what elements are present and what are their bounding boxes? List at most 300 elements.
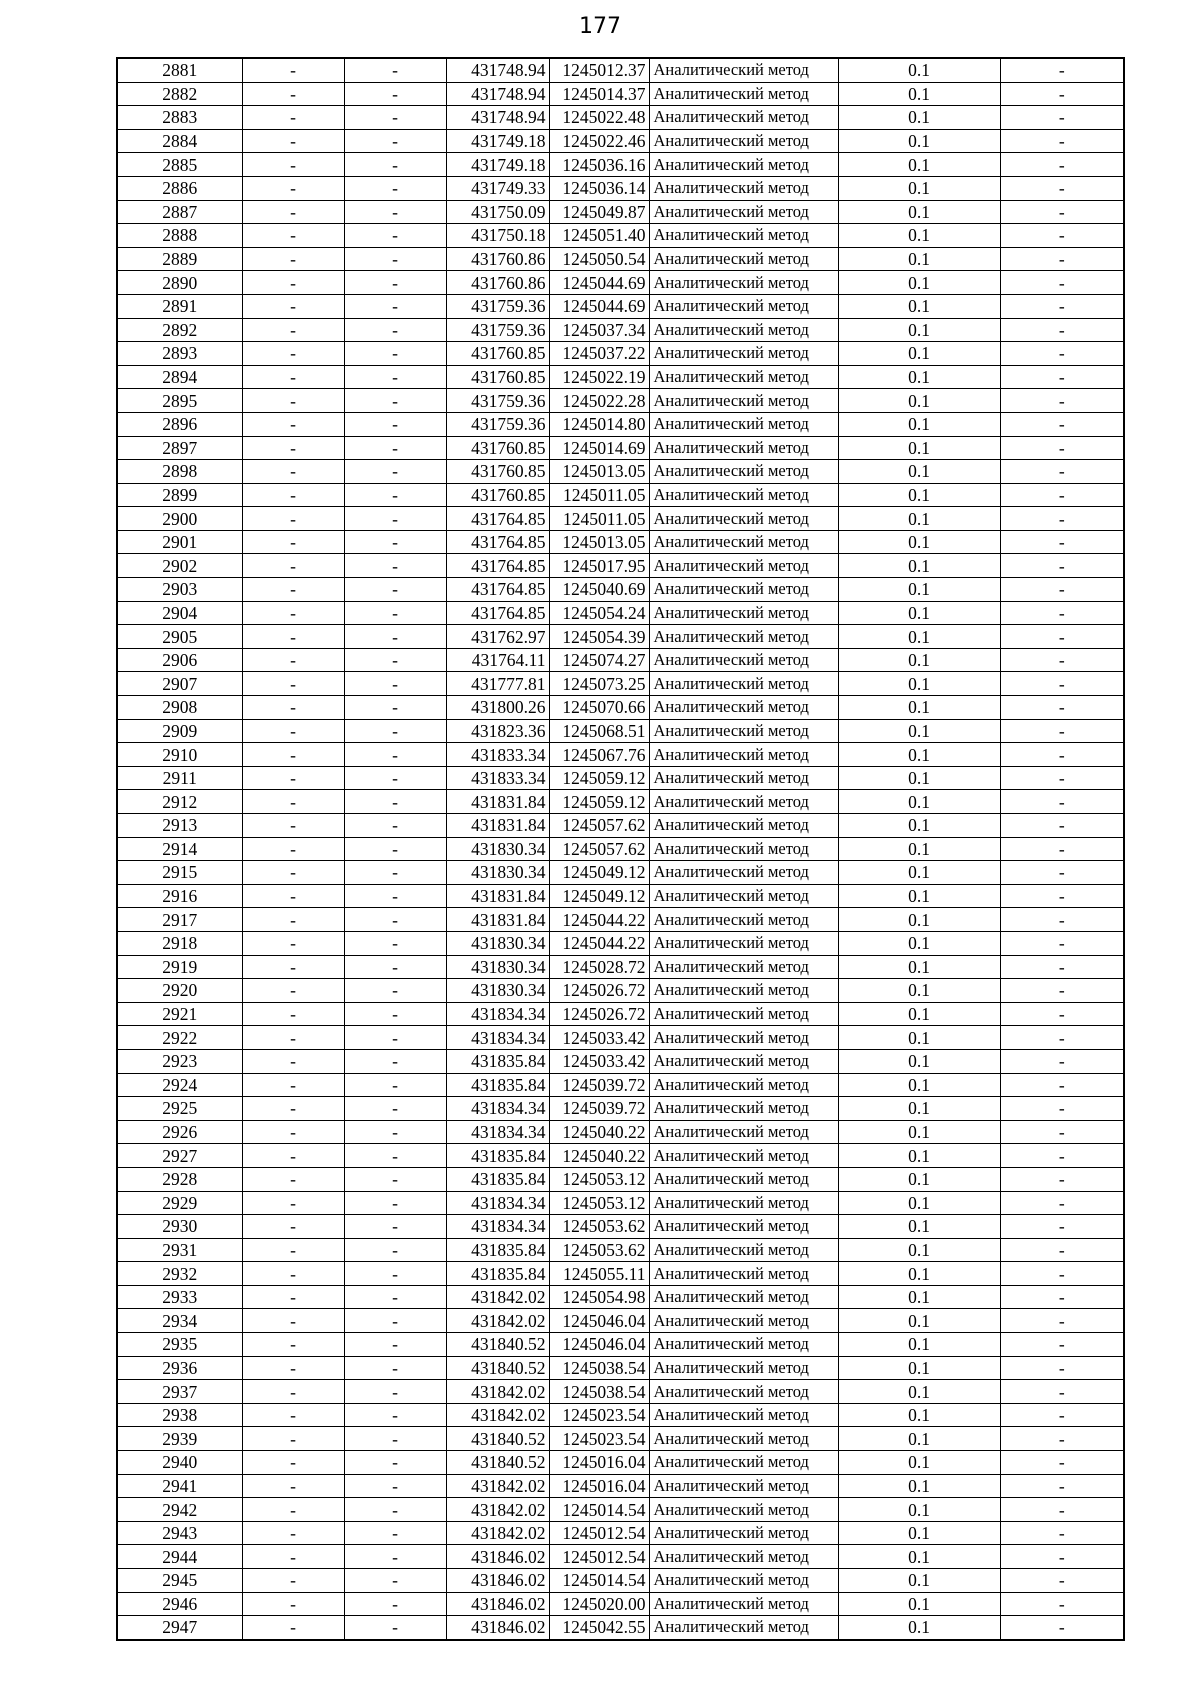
point-number-cell: 2942 <box>117 1498 242 1522</box>
description-cell: - <box>1000 460 1124 484</box>
old-x-cell: - <box>242 1333 344 1357</box>
accuracy-cell: 0.1 <box>838 1097 1000 1121</box>
y-coordinate-cell: 1245040.22 <box>549 1144 649 1168</box>
old-x-cell: - <box>242 1451 344 1475</box>
accuracy-cell: 0.1 <box>838 1333 1000 1357</box>
accuracy-cell: 0.1 <box>838 365 1000 389</box>
x-coordinate-cell: 431840.52 <box>446 1356 549 1380</box>
method-cell: Аналитический метод <box>649 1120 838 1144</box>
method-cell: Аналитический метод <box>649 1451 838 1475</box>
table-row <box>117 153 1124 177</box>
y-coordinate-cell: 1245014.37 <box>549 82 649 106</box>
y-coordinate-cell: 1245067.76 <box>549 743 649 767</box>
old-x-cell: - <box>242 837 344 861</box>
method-cell: Аналитический метод <box>649 743 838 767</box>
point-number-cell: 2946 <box>117 1592 242 1616</box>
accuracy-cell: 0.1 <box>838 1238 1000 1262</box>
old-y-cell: - <box>344 412 446 436</box>
old-x-cell: - <box>242 766 344 790</box>
description-cell: - <box>1000 743 1124 767</box>
table-row <box>117 1403 1124 1427</box>
y-coordinate-cell: 1245044.22 <box>549 908 649 932</box>
old-x-cell: - <box>242 1002 344 1026</box>
y-coordinate-cell: 1245022.28 <box>549 389 649 413</box>
y-coordinate-cell: 1245040.69 <box>549 578 649 602</box>
old-x-cell: - <box>242 1616 344 1640</box>
point-number-cell: 2920 <box>117 979 242 1003</box>
old-y-cell: - <box>344 908 446 932</box>
accuracy-cell: 0.1 <box>838 578 1000 602</box>
description-cell: - <box>1000 908 1124 932</box>
old-x-cell: - <box>242 908 344 932</box>
accuracy-cell: 0.1 <box>838 129 1000 153</box>
method-cell: Аналитический метод <box>649 1073 838 1097</box>
point-number-cell: 2943 <box>117 1521 242 1545</box>
table-row <box>117 1073 1124 1097</box>
x-coordinate-cell: 431835.84 <box>446 1167 549 1191</box>
accuracy-cell: 0.1 <box>838 82 1000 106</box>
old-x-cell: - <box>242 200 344 224</box>
old-x-cell: - <box>242 460 344 484</box>
old-x-cell: - <box>242 1569 344 1593</box>
accuracy-cell: 0.1 <box>838 436 1000 460</box>
old-y-cell: - <box>344 389 446 413</box>
accuracy-cell: 0.1 <box>838 153 1000 177</box>
x-coordinate-cell: 431835.84 <box>446 1262 549 1286</box>
old-x-cell: - <box>242 672 344 696</box>
old-y-cell: - <box>344 790 446 814</box>
old-x-cell: - <box>242 129 344 153</box>
table-row <box>117 648 1124 672</box>
old-y-cell: - <box>344 153 446 177</box>
accuracy-cell: 0.1 <box>838 1569 1000 1593</box>
old-x-cell: - <box>242 271 344 295</box>
old-x-cell: - <box>242 696 344 720</box>
table-row <box>117 696 1124 720</box>
old-y-cell: - <box>344 1616 446 1640</box>
x-coordinate-cell: 431760.85 <box>446 342 549 366</box>
old-y-cell: - <box>344 247 446 271</box>
table-row <box>117 672 1124 696</box>
y-coordinate-cell: 1245013.05 <box>549 460 649 484</box>
old-y-cell: - <box>344 1427 446 1451</box>
point-number-cell: 2936 <box>117 1356 242 1380</box>
old-y-cell: - <box>344 837 446 861</box>
description-cell: - <box>1000 696 1124 720</box>
old-y-cell: - <box>344 814 446 838</box>
old-y-cell: - <box>344 200 446 224</box>
x-coordinate-cell: 431835.84 <box>446 1073 549 1097</box>
old-y-cell: - <box>344 578 446 602</box>
old-y-cell: - <box>344 365 446 389</box>
description-cell: - <box>1000 625 1124 649</box>
description-cell: - <box>1000 1262 1124 1286</box>
accuracy-cell: 0.1 <box>838 342 1000 366</box>
x-coordinate-cell: 431842.02 <box>446 1309 549 1333</box>
accuracy-cell: 0.1 <box>838 247 1000 271</box>
point-number-cell: 2938 <box>117 1403 242 1427</box>
old-x-cell: - <box>242 861 344 885</box>
x-coordinate-cell: 431760.85 <box>446 436 549 460</box>
table-row <box>117 1356 1124 1380</box>
y-coordinate-cell: 1245014.54 <box>549 1498 649 1522</box>
accuracy-cell: 0.1 <box>838 648 1000 672</box>
point-number-cell: 2934 <box>117 1309 242 1333</box>
point-number-cell: 2893 <box>117 342 242 366</box>
description-cell: - <box>1000 1191 1124 1215</box>
y-coordinate-cell: 1245016.04 <box>549 1451 649 1475</box>
x-coordinate-cell: 431764.85 <box>446 530 549 554</box>
x-coordinate-cell: 431830.34 <box>446 861 549 885</box>
description-cell: - <box>1000 1521 1124 1545</box>
description-cell: - <box>1000 200 1124 224</box>
old-y-cell: - <box>344 1167 446 1191</box>
description-cell: - <box>1000 766 1124 790</box>
old-y-cell: - <box>344 1049 446 1073</box>
method-cell: Аналитический метод <box>649 979 838 1003</box>
accuracy-cell: 0.1 <box>838 1451 1000 1475</box>
x-coordinate-cell: 431834.34 <box>446 1002 549 1026</box>
x-coordinate-cell: 431777.81 <box>446 672 549 696</box>
point-number-cell: 2912 <box>117 790 242 814</box>
y-coordinate-cell: 1245011.05 <box>549 507 649 531</box>
table-row <box>117 1238 1124 1262</box>
table-row <box>117 58 1124 82</box>
y-coordinate-cell: 1245050.54 <box>549 247 649 271</box>
x-coordinate-cell: 431831.84 <box>446 908 549 932</box>
table-row <box>117 1120 1124 1144</box>
x-coordinate-cell: 431760.85 <box>446 460 549 484</box>
old-x-cell: - <box>242 1238 344 1262</box>
x-coordinate-cell: 431759.36 <box>446 412 549 436</box>
accuracy-cell: 0.1 <box>838 271 1000 295</box>
x-coordinate-cell: 431846.02 <box>446 1592 549 1616</box>
table-row <box>117 1569 1124 1593</box>
old-x-cell: - <box>242 1144 344 1168</box>
x-coordinate-cell: 431764.85 <box>446 554 549 578</box>
description-cell: - <box>1000 1309 1124 1333</box>
point-number-cell: 2923 <box>117 1049 242 1073</box>
x-coordinate-cell: 431823.36 <box>446 719 549 743</box>
accuracy-cell: 0.1 <box>838 884 1000 908</box>
y-coordinate-cell: 1245059.12 <box>549 766 649 790</box>
y-coordinate-cell: 1245070.66 <box>549 696 649 720</box>
description-cell: - <box>1000 1238 1124 1262</box>
method-cell: Аналитический метод <box>649 129 838 153</box>
old-x-cell: - <box>242 554 344 578</box>
table-row <box>117 412 1124 436</box>
table-row <box>117 790 1124 814</box>
method-cell: Аналитический метод <box>649 460 838 484</box>
description-cell: - <box>1000 601 1124 625</box>
x-coordinate-cell: 431764.11 <box>446 648 549 672</box>
accuracy-cell: 0.1 <box>838 1002 1000 1026</box>
old-y-cell: - <box>344 861 446 885</box>
table-row <box>117 955 1124 979</box>
x-coordinate-cell: 431842.02 <box>446 1285 549 1309</box>
method-cell: Аналитический метод <box>649 719 838 743</box>
y-coordinate-cell: 1245054.98 <box>549 1285 649 1309</box>
old-x-cell: - <box>242 82 344 106</box>
accuracy-cell: 0.1 <box>838 1285 1000 1309</box>
x-coordinate-cell: 431760.86 <box>446 247 549 271</box>
point-number-cell: 2918 <box>117 931 242 955</box>
method-cell: Аналитический метод <box>649 931 838 955</box>
table-row <box>117 1427 1124 1451</box>
y-coordinate-cell: 1245037.34 <box>549 318 649 342</box>
y-coordinate-cell: 1245020.00 <box>549 1592 649 1616</box>
old-x-cell: - <box>242 931 344 955</box>
y-coordinate-cell: 1245026.72 <box>549 979 649 1003</box>
old-x-cell: - <box>242 389 344 413</box>
old-x-cell: - <box>242 884 344 908</box>
x-coordinate-cell: 431846.02 <box>446 1616 549 1640</box>
point-number-cell: 2885 <box>117 153 242 177</box>
table-body <box>117 58 1124 1640</box>
table-row <box>117 1285 1124 1309</box>
old-x-cell: - <box>242 224 344 248</box>
accuracy-cell: 0.1 <box>838 1309 1000 1333</box>
old-y-cell: - <box>344 931 446 955</box>
table-row <box>117 129 1124 153</box>
description-cell: - <box>1000 554 1124 578</box>
x-coordinate-cell: 431760.86 <box>446 271 549 295</box>
x-coordinate-cell: 431764.85 <box>446 601 549 625</box>
table-row <box>117 1309 1124 1333</box>
point-number-cell: 2945 <box>117 1569 242 1593</box>
method-cell: Аналитический метод <box>649 1380 838 1404</box>
method-cell: Аналитический метод <box>649 1097 838 1121</box>
method-cell: Аналитический метод <box>649 1474 838 1498</box>
y-coordinate-cell: 1245049.87 <box>549 200 649 224</box>
x-coordinate-cell: 431748.94 <box>446 82 549 106</box>
y-coordinate-cell: 1245013.05 <box>549 530 649 554</box>
method-cell: Аналитический метод <box>649 247 838 271</box>
accuracy-cell: 0.1 <box>838 1167 1000 1191</box>
point-number-cell: 2932 <box>117 1262 242 1286</box>
method-cell: Аналитический метод <box>649 176 838 200</box>
old-y-cell: - <box>344 1262 446 1286</box>
description-cell: - <box>1000 176 1124 200</box>
table-row <box>117 318 1124 342</box>
method-cell: Аналитический метод <box>649 908 838 932</box>
old-y-cell: - <box>344 1545 446 1569</box>
y-coordinate-cell: 1245033.42 <box>549 1026 649 1050</box>
y-coordinate-cell: 1245022.19 <box>549 365 649 389</box>
table-row <box>117 507 1124 531</box>
y-coordinate-cell: 1245012.54 <box>549 1545 649 1569</box>
old-x-cell: - <box>242 247 344 271</box>
y-coordinate-cell: 1245039.72 <box>549 1073 649 1097</box>
table-row <box>117 365 1124 389</box>
old-x-cell: - <box>242 743 344 767</box>
old-x-cell: - <box>242 648 344 672</box>
y-coordinate-cell: 1245012.37 <box>549 58 649 82</box>
point-number-cell: 2911 <box>117 766 242 790</box>
table-row <box>117 931 1124 955</box>
method-cell: Аналитический метод <box>649 648 838 672</box>
description-cell: - <box>1000 1144 1124 1168</box>
description-cell: - <box>1000 318 1124 342</box>
point-number-cell: 2896 <box>117 412 242 436</box>
table-row <box>117 1215 1124 1239</box>
y-coordinate-cell: 1245074.27 <box>549 648 649 672</box>
point-number-cell: 2914 <box>117 837 242 861</box>
x-coordinate-cell: 431835.84 <box>446 1144 549 1168</box>
accuracy-cell: 0.1 <box>838 931 1000 955</box>
method-cell: Аналитический метод <box>649 1238 838 1262</box>
method-cell: Аналитический метод <box>649 1616 838 1640</box>
method-cell: Аналитический метод <box>649 578 838 602</box>
description-cell: - <box>1000 153 1124 177</box>
old-y-cell: - <box>344 1285 446 1309</box>
old-y-cell: - <box>344 1309 446 1333</box>
old-x-cell: - <box>242 1167 344 1191</box>
old-y-cell: - <box>344 129 446 153</box>
table-row <box>117 884 1124 908</box>
x-coordinate-cell: 431759.36 <box>446 318 549 342</box>
table-row <box>117 1474 1124 1498</box>
old-y-cell: - <box>344 342 446 366</box>
old-y-cell: - <box>344 1403 446 1427</box>
x-coordinate-cell: 431750.18 <box>446 224 549 248</box>
old-x-cell: - <box>242 1356 344 1380</box>
table-row <box>117 224 1124 248</box>
old-y-cell: - <box>344 294 446 318</box>
point-number-cell: 2902 <box>117 554 242 578</box>
y-coordinate-cell: 1245049.12 <box>549 884 649 908</box>
x-coordinate-cell: 431749.18 <box>446 129 549 153</box>
old-y-cell: - <box>344 601 446 625</box>
accuracy-cell: 0.1 <box>838 1427 1000 1451</box>
x-coordinate-cell: 431830.34 <box>446 931 549 955</box>
point-number-cell: 2921 <box>117 1002 242 1026</box>
description-cell: - <box>1000 1097 1124 1121</box>
description-cell: - <box>1000 247 1124 271</box>
old-y-cell: - <box>344 1356 446 1380</box>
description-cell: - <box>1000 1545 1124 1569</box>
table-row <box>117 766 1124 790</box>
x-coordinate-cell: 431831.84 <box>446 884 549 908</box>
old-x-cell: - <box>242 365 344 389</box>
description-cell: - <box>1000 578 1124 602</box>
point-number-cell: 2881 <box>117 58 242 82</box>
accuracy-cell: 0.1 <box>838 200 1000 224</box>
x-coordinate-cell: 431842.02 <box>446 1498 549 1522</box>
accuracy-cell: 0.1 <box>838 719 1000 743</box>
old-y-cell: - <box>344 106 446 130</box>
description-cell: - <box>1000 1403 1124 1427</box>
table-row <box>117 1451 1124 1475</box>
accuracy-cell: 0.1 <box>838 1616 1000 1640</box>
description-cell: - <box>1000 672 1124 696</box>
description-cell: - <box>1000 1285 1124 1309</box>
accuracy-cell: 0.1 <box>838 743 1000 767</box>
point-number-cell: 2906 <box>117 648 242 672</box>
x-coordinate-cell: 431842.02 <box>446 1474 549 1498</box>
point-number-cell: 2922 <box>117 1026 242 1050</box>
description-cell: - <box>1000 1215 1124 1239</box>
x-coordinate-cell: 431840.52 <box>446 1333 549 1357</box>
description-cell: - <box>1000 1167 1124 1191</box>
point-number-cell: 2926 <box>117 1120 242 1144</box>
accuracy-cell: 0.1 <box>838 1592 1000 1616</box>
y-coordinate-cell: 1245053.62 <box>549 1238 649 1262</box>
point-number-cell: 2909 <box>117 719 242 743</box>
point-number-cell: 2882 <box>117 82 242 106</box>
y-coordinate-cell: 1245042.55 <box>549 1616 649 1640</box>
method-cell: Аналитический метод <box>649 1167 838 1191</box>
description-cell: - <box>1000 1333 1124 1357</box>
accuracy-cell: 0.1 <box>838 955 1000 979</box>
table-row <box>117 743 1124 767</box>
method-cell: Аналитический метод <box>649 837 838 861</box>
point-number-cell: 2916 <box>117 884 242 908</box>
table-row <box>117 342 1124 366</box>
table-row <box>117 861 1124 885</box>
x-coordinate-cell: 431831.84 <box>446 814 549 838</box>
method-cell: Аналитический метод <box>649 1427 838 1451</box>
old-x-cell: - <box>242 601 344 625</box>
x-coordinate-cell: 431762.97 <box>446 625 549 649</box>
accuracy-cell: 0.1 <box>838 294 1000 318</box>
table-row <box>117 483 1124 507</box>
y-coordinate-cell: 1245028.72 <box>549 955 649 979</box>
accuracy-cell: 0.1 <box>838 176 1000 200</box>
old-x-cell: - <box>242 1120 344 1144</box>
point-number-cell: 2905 <box>117 625 242 649</box>
old-x-cell: - <box>242 58 344 82</box>
method-cell: Аналитический метод <box>649 1309 838 1333</box>
old-x-cell: - <box>242 1545 344 1569</box>
accuracy-cell: 0.1 <box>838 483 1000 507</box>
y-coordinate-cell: 1245053.12 <box>549 1167 649 1191</box>
method-cell: Аналитический метод <box>649 436 838 460</box>
point-number-cell: 2913 <box>117 814 242 838</box>
description-cell: - <box>1000 82 1124 106</box>
x-coordinate-cell: 431834.34 <box>446 1215 549 1239</box>
description-cell: - <box>1000 1120 1124 1144</box>
x-coordinate-cell: 431759.36 <box>446 389 549 413</box>
description-cell: - <box>1000 1356 1124 1380</box>
old-y-cell: - <box>344 1333 446 1357</box>
method-cell: Аналитический метод <box>649 507 838 531</box>
accuracy-cell: 0.1 <box>838 1049 1000 1073</box>
accuracy-cell: 0.1 <box>838 1380 1000 1404</box>
old-x-cell: - <box>242 625 344 649</box>
x-coordinate-cell: 431840.52 <box>446 1427 549 1451</box>
table-row <box>117 1167 1124 1191</box>
accuracy-cell: 0.1 <box>838 908 1000 932</box>
method-cell: Аналитический метод <box>649 365 838 389</box>
old-y-cell: - <box>344 1474 446 1498</box>
table-row <box>117 1498 1124 1522</box>
description-cell: - <box>1000 1451 1124 1475</box>
method-cell: Аналитический метод <box>649 530 838 554</box>
old-x-cell: - <box>242 1592 344 1616</box>
old-x-cell: - <box>242 578 344 602</box>
y-coordinate-cell: 1245051.40 <box>549 224 649 248</box>
old-x-cell: - <box>242 1380 344 1404</box>
description-cell: - <box>1000 1616 1124 1640</box>
point-number-cell: 2887 <box>117 200 242 224</box>
old-y-cell: - <box>344 1215 446 1239</box>
accuracy-cell: 0.1 <box>838 318 1000 342</box>
description-cell: - <box>1000 1002 1124 1026</box>
y-coordinate-cell: 1245055.11 <box>549 1262 649 1286</box>
x-coordinate-cell: 431835.84 <box>446 1238 549 1262</box>
point-number-cell: 2884 <box>117 129 242 153</box>
